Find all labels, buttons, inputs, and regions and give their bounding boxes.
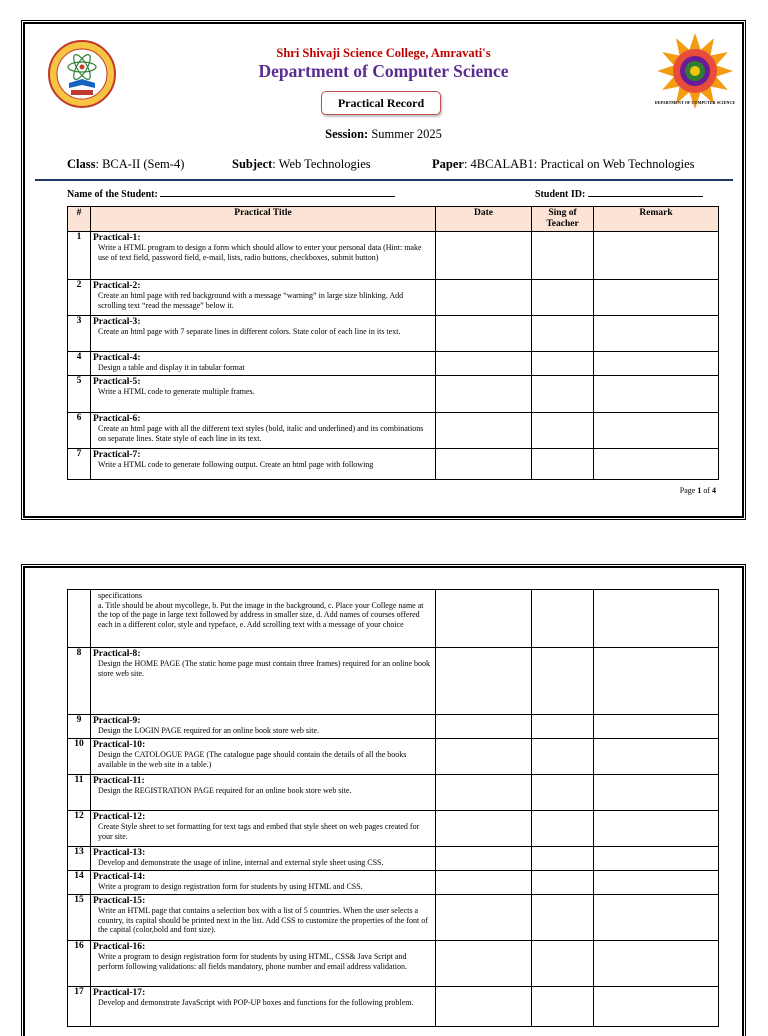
sign-cell[interactable] [532, 871, 594, 895]
row-title-cell: Practical-12: Create Style sheet to set formatting for text tags and embed that style sheet on web pages created for your site. [91, 811, 436, 847]
table-row [68, 941, 719, 987]
remark-cell[interactable] [594, 739, 719, 775]
college-name: Shri Shivaji Science College, Amravati's [276, 46, 491, 60]
student-name-field [67, 187, 395, 200]
table-row [68, 316, 719, 352]
row-number: 15 [68, 895, 91, 941]
date-cell[interactable] [436, 739, 532, 775]
sign-cell[interactable] [532, 775, 594, 811]
row-number: 11 [68, 775, 91, 811]
sign-cell[interactable] [532, 590, 594, 648]
sign-cell[interactable] [532, 232, 594, 280]
remark-cell[interactable] [594, 648, 719, 715]
row-title-cell: Practical-15: Write an HTML page that contains a selection box with a list of 5 countries. When the user selects a country, its capital should be printed next in the list. Add CSS to customize the properties of the font of the capital (color,bold and font size). [91, 895, 436, 941]
remark-cell[interactable] [594, 941, 719, 987]
row-title-cell: Practical-4: Design a table and display it in tabular format [91, 352, 436, 376]
date-cell[interactable] [436, 280, 532, 316]
remark-cell[interactable] [594, 895, 719, 941]
header-divider [35, 179, 733, 181]
page-1 [23, 22, 744, 518]
practical-record-badge: Practical Record [321, 91, 441, 115]
row-title: Practical-12 [93, 812, 143, 822]
class-info [67, 157, 184, 172]
remark-cell[interactable] [594, 352, 719, 376]
row-title-cell: Practical-13: Develop and demonstrate the usage of inline, internal and external style sheet using CSS. [91, 847, 436, 871]
row-number: 1 [68, 232, 91, 280]
row-number: 7 [68, 449, 91, 480]
row-number: 13 [68, 847, 91, 871]
row-title: Practical-7 [93, 450, 138, 460]
paper-value: : 4BCALAB1: Practical on Web Technologies [463, 157, 695, 171]
sign-cell[interactable] [532, 413, 594, 449]
date-cell[interactable] [436, 316, 532, 352]
table-row [68, 871, 719, 895]
practical-table-page-1 [67, 206, 719, 480]
remark-cell[interactable] [594, 987, 719, 1027]
row-description: Design the HOME PAGE (The static home page must contain three frames) required for an online book store web site. [98, 659, 431, 678]
row-title: Practical-2 [93, 281, 138, 291]
paper-label: Paper [432, 157, 464, 171]
row-title-cell: Practical-16: Write a program to design registration form for students by using HTML, CSS& Java Script and perform following validations: all fields mandatory, phone number and email address validation. [91, 941, 436, 987]
row-description: Design a table and display it in tabular format [98, 363, 245, 372]
student-id-label: Student ID: [535, 189, 586, 200]
class-label: Class [67, 157, 96, 171]
row-title-cell: Practical-10: Design the CATOLOGUE PAGE (The catalogue page should contain the details of all the books available in the web site in a table.) [91, 739, 436, 775]
row-description: Write a HTML code to generate following output. Create an html page with following [98, 460, 374, 469]
remark-cell[interactable] [594, 280, 719, 316]
subject-value: : Web Technologies [272, 157, 371, 171]
row-title-cell: Practical-6: Create an html page with all the different text styles (bold, italic and underlined) and its combinations on separate lines. State style of each line in its text. [91, 413, 436, 449]
row-description: Develop and demonstrate the usage of inline, internal and external style sheet using CSS. [98, 858, 384, 867]
row-title-cell: Practical-2: Create an html page with red background with a message “warning” in large size blinking. Add scrolling text “read the message” below it. [91, 280, 436, 316]
sign-cell[interactable] [532, 449, 594, 480]
row-description: Develop and demonstrate JavaScript with POP-UP boxes and functions for the following problem. [98, 998, 414, 1007]
table-row [68, 715, 719, 739]
row-description: Write a HTML program to design a form which should allow to enter your personal data (Hint: make use of text field, password field, e-mail, lists, radio buttons, checkboxes, submit button) [98, 243, 422, 262]
sign-cell[interactable] [532, 316, 594, 352]
sign-cell[interactable] [532, 648, 594, 715]
date-cell[interactable] [436, 871, 532, 895]
row-title-cell: Practical-3: Create an html page with 7 separate lines in different colors. State color of each line in its text. [91, 316, 436, 352]
student-id-field [535, 187, 703, 200]
sign-cell[interactable] [532, 352, 594, 376]
row-number: 4 [68, 352, 91, 376]
paper-info [432, 157, 695, 172]
table-row [68, 775, 719, 811]
row-title: Practical-6 [93, 414, 138, 424]
row-description: Write a program to design registration form for students by using HTML, CSS& Java Script and perform following validations: all fields mandatory, phone number and email address validation. [98, 952, 407, 971]
row-title: Practical-10 [93, 740, 143, 750]
row-number: 2 [68, 280, 91, 316]
table-row [68, 376, 719, 413]
row-description: Design the REGISTRATION PAGE required for an online book store web site. [98, 786, 352, 795]
remark-cell[interactable] [594, 232, 719, 280]
date-cell[interactable] [436, 449, 532, 480]
row-title: Practical-3 [93, 317, 138, 327]
row-description: Design the LOGIN PAGE required for an online book store web site. [98, 726, 319, 735]
sign-cell[interactable] [532, 715, 594, 739]
table-row-continued [68, 590, 719, 648]
date-cell[interactable] [436, 590, 532, 648]
date-cell[interactable] [436, 895, 532, 941]
sign-cell[interactable] [532, 739, 594, 775]
row-title-cell: Practical-11: Design the REGISTRATION PAGE required for an online book store web site. [91, 775, 436, 811]
sign-cell[interactable] [532, 811, 594, 847]
sign-cell[interactable] [532, 895, 594, 941]
row-title-cell: Practical-1: Write a HTML program to design a form which should allow to enter your personal data (Hint: make use of text field, password field, e-mail, lists, radio buttons, checkboxes, submit button) [91, 232, 436, 280]
row-title: Practical-9 [93, 716, 138, 726]
row-description: Create an html page with all the different text styles (bold, italic and underlined) and its combinations on separate lines. State style of each line in its text. [98, 424, 424, 443]
date-cell[interactable] [436, 987, 532, 1027]
row-title: Practical-13 [93, 848, 143, 858]
row-description: Create an html page with 7 separate lines in different colors. State color of each line in its text. [98, 327, 401, 336]
row-title-cell: Practical-5: Write a HTML code to generate multiple frames. [91, 376, 436, 413]
practical-table-page-2 [67, 589, 719, 1027]
table-row [68, 232, 719, 280]
row-number: 12 [68, 811, 91, 847]
table-row [68, 280, 719, 316]
row-title: Practical-1 [93, 233, 138, 243]
sign-cell[interactable] [532, 376, 594, 413]
remark-cell[interactable] [594, 715, 719, 739]
remark-cell[interactable] [594, 376, 719, 413]
remark-cell[interactable] [594, 811, 719, 847]
subject-label: Subject [232, 157, 273, 171]
row-title: Practical-5 [93, 377, 138, 387]
row-title-cell [91, 590, 436, 648]
row-number: 9 [68, 715, 91, 739]
table-row [68, 811, 719, 847]
page-number: Page 1 of 4 [679, 486, 716, 495]
row-title: Practical-4 [93, 353, 138, 363]
student-name-blank [160, 187, 395, 197]
date-cell[interactable] [436, 775, 532, 811]
table-row [68, 352, 719, 376]
row-title-cell: Practical-8: Design the HOME PAGE (The static home page must contain three frames) required for an online book store web site. [91, 648, 436, 715]
department-caption: DEPARTMENT OF COMPUTER SCIENCE [654, 100, 736, 105]
session-line [25, 127, 742, 142]
row-title-cell: Practical-14: Write a program to design registration form for students by using HTML and CSS. [91, 871, 436, 895]
date-cell[interactable] [436, 811, 532, 847]
row-number: 8 [68, 648, 91, 715]
row-title: Practical-8 [93, 649, 138, 659]
table-row [68, 449, 719, 480]
table-row [68, 987, 719, 1027]
session-value: Summer 2025 [371, 127, 442, 141]
sign-cell[interactable] [532, 987, 594, 1027]
row-title: Practical-14 [93, 872, 143, 882]
row-description: Create Style sheet to set formatting for text tags and embed that style sheet on web pages created for your site. [98, 822, 420, 841]
date-cell[interactable] [436, 352, 532, 376]
table-row [68, 739, 719, 775]
remark-cell[interactable] [594, 847, 719, 871]
table-row [68, 895, 719, 941]
row-number: 3 [68, 316, 91, 352]
header-remark: Remark [594, 207, 719, 232]
row-title: Practical-16 [93, 942, 143, 952]
row-description: Create an html page with red background with a message “warning” in large size blinking. Add scrolling text “read the message” below it. [98, 291, 404, 310]
date-cell[interactable] [436, 648, 532, 715]
department-name: Department of Computer Science [258, 61, 509, 81]
row-number: 14 [68, 871, 91, 895]
row-description: specifications a. Title should be about mycollege, b. Put the image in the background, c. Place your College name at the top of the page in large text followed by address in smaller size, d. Add names of courses offered each in a different color, style and typeface, e. Add scrolling text with a message of your choice [98, 591, 424, 629]
date-cell[interactable] [436, 847, 532, 871]
remark-cell[interactable] [594, 316, 719, 352]
session-label: Session: [325, 127, 369, 141]
remark-cell[interactable] [594, 590, 719, 648]
remark-cell[interactable] [594, 413, 719, 449]
row-description: Design the CATOLOGUE PAGE (The catalogue page should contain the details of all the books available in the web site in a table.) [98, 750, 407, 769]
header-number: # [68, 207, 91, 232]
row-description: Write an HTML page that contains a selection box with a list of 5 countries. When the user selects a country, its capital should be printed next in the list. Add CSS to customize the properties of the font of the capital (color,bold and font size). [98, 906, 428, 934]
row-title-cell: Practical-17: Develop and demonstrate JavaScript with POP-UP boxes and functions for the following problem. [91, 987, 436, 1027]
row-title: Practical-11 [93, 776, 142, 786]
row-description: Write a HTML code to generate multiple frames. [98, 387, 255, 396]
header-date: Date [436, 207, 532, 232]
row-number [68, 590, 91, 648]
date-cell[interactable] [436, 376, 532, 413]
date-cell[interactable] [436, 232, 532, 280]
page-2 [23, 566, 744, 1036]
row-description: Write a program to design registration form for students by using HTML and CSS. [98, 882, 363, 891]
row-number: 6 [68, 413, 91, 449]
row-title-cell: Practical-7: Write a HTML code to generate following output. Create an html page with following [91, 449, 436, 480]
row-number: 17 [68, 987, 91, 1027]
remark-cell[interactable] [594, 775, 719, 811]
table-row [68, 648, 719, 715]
row-title-cell: Practical-9: Design the LOGIN PAGE required for an online book store web site. [91, 715, 436, 739]
class-value: : BCA-II (Sem-4) [95, 157, 185, 171]
department-logo-icon [650, 29, 740, 119]
date-cell[interactable] [436, 413, 532, 449]
table-row [68, 413, 719, 449]
date-cell[interactable] [436, 715, 532, 739]
row-number: 5 [68, 376, 91, 413]
row-title: Practical-15 [93, 896, 143, 906]
sign-cell[interactable] [532, 280, 594, 316]
table-row [68, 847, 719, 871]
header-teacher-sign: Sing of Teacher [532, 207, 594, 232]
row-title: Practical-17 [93, 988, 143, 998]
row-number: 10 [68, 739, 91, 775]
student-id-blank [588, 187, 703, 197]
row-number: 16 [68, 941, 91, 987]
remark-cell[interactable] [594, 871, 719, 895]
student-name-label: Name of the Student: [67, 189, 158, 200]
table-header-row [68, 207, 719, 232]
remark-cell[interactable] [594, 449, 719, 480]
subject-info [232, 157, 371, 172]
sign-cell[interactable] [532, 941, 594, 987]
header-practical-title: Practical Title [91, 207, 436, 232]
sign-cell[interactable] [532, 847, 594, 871]
date-cell[interactable] [436, 941, 532, 987]
